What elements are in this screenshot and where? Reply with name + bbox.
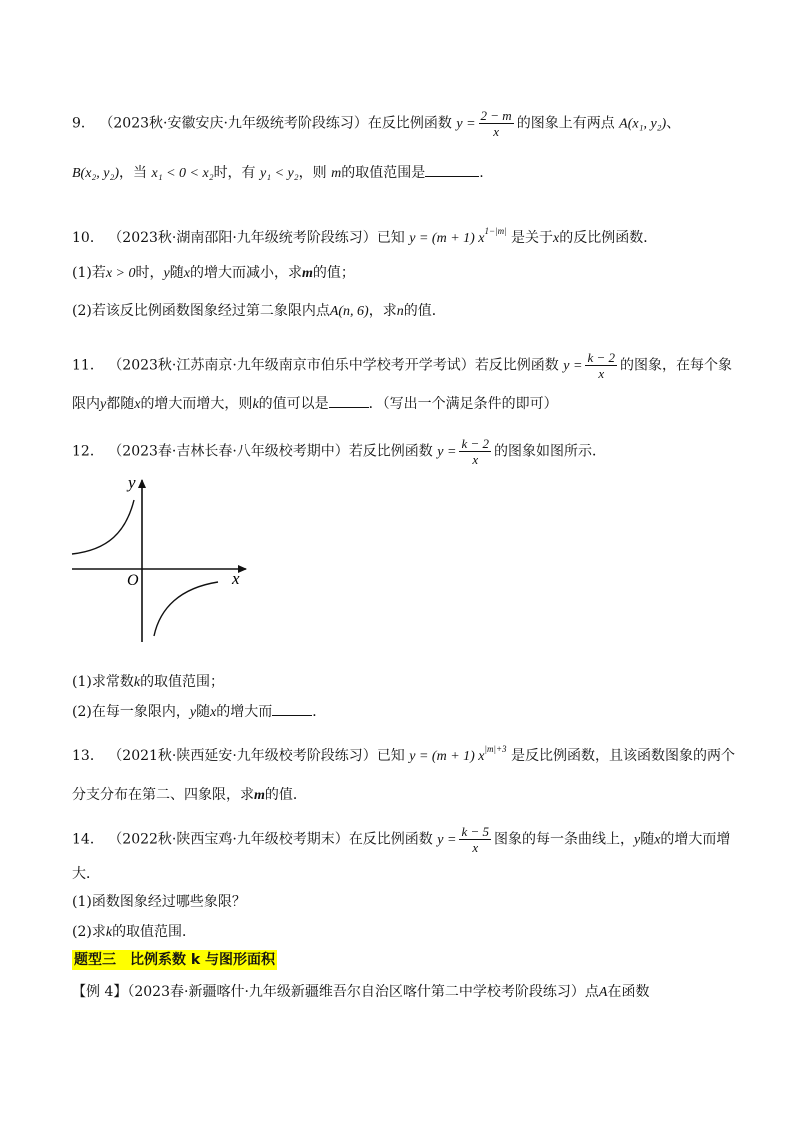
q11-x: x: [134, 397, 141, 412]
section-heading: 题型三 比例系数 k 与图形面积: [74, 952, 276, 968]
q9-line1: [72, 108, 732, 139]
q14-line2: [72, 864, 732, 884]
q11-y-eq: y =: [563, 358, 583, 374]
q12-part2: [72, 702, 732, 723]
q12-number: 12．: [72, 443, 104, 460]
q14-number: 14．: [72, 831, 104, 848]
q14-l2: 大．: [72, 866, 100, 882]
q12-line1: [72, 436, 732, 467]
q14-p2-b: 的取值范围．: [112, 924, 197, 940]
q10-p2-point: A(n, 6): [329, 304, 369, 319]
q9-denominator: x: [493, 124, 499, 139]
q14-p2-k: k: [105, 925, 113, 940]
q11-l2e: ．（写出一个满足条件的即可）: [368, 396, 558, 412]
q14-text4: 的增大而增: [660, 831, 731, 848]
q11-fraction: [585, 350, 617, 381]
q12-p2-y: y: [189, 705, 197, 720]
q10-p1-a: (1)若: [72, 265, 106, 281]
q11-y: y: [100, 397, 107, 412]
q12-source: （2023春·吉林长春·八年级校考期中）: [108, 443, 349, 460]
q10-number: 10．: [72, 230, 104, 246]
q10-function-base: y = (m + 1) x: [409, 231, 485, 246]
q14-line1: [72, 824, 732, 855]
q9-point-a: A(x₁, y₂): [619, 116, 667, 132]
q10-p1-e: 的值；: [312, 265, 355, 281]
q10-function: [409, 226, 507, 246]
x-axis-label: x: [232, 569, 240, 588]
q12-p2-b: 随: [196, 704, 211, 720]
example4-label: 【例 4】: [72, 984, 128, 1000]
hyperbola-branch-upper-left: [72, 500, 134, 554]
q14-p2-a: (2)求: [72, 924, 106, 940]
q12-p1-b: 的取值范围；: [140, 674, 225, 690]
q12-part1: [72, 672, 732, 693]
q11-number: 11．: [72, 357, 104, 374]
q10-line1: [72, 221, 732, 249]
q10-text3: 的反比例函数．: [559, 230, 658, 246]
q14-part1: [72, 892, 732, 912]
q12-p2-a: (2)在每一象限内，: [72, 704, 190, 720]
q9-text2: 的图象上有两点: [516, 115, 615, 132]
q12-fraction: [459, 436, 491, 467]
q14-fraction: [459, 824, 491, 855]
q9-answer-blank: [425, 164, 479, 177]
q9-end: .: [479, 165, 484, 181]
q9-text5: ，则: [298, 165, 327, 181]
q10-text: 已知: [376, 230, 405, 246]
q10-p2-a: (2)若该反比例函数图象经过第二象限内点: [72, 303, 330, 319]
q12-denominator: x: [472, 452, 479, 467]
q14-source: （2022秋·陕西宝鸡·九年级校考期末）: [108, 831, 349, 848]
q14-denominator: x: [472, 840, 479, 855]
q14-text: 在反比例函数: [348, 831, 433, 848]
q12-p2-d: ．: [312, 704, 327, 720]
q12-answer-blank: [272, 703, 312, 716]
q13-text: 已知: [376, 748, 405, 764]
q12-p2-x: x: [210, 705, 217, 720]
q11-l2a: 限内: [72, 396, 100, 412]
q9-condition-x: x₁ < 0 < x₂: [151, 166, 214, 181]
q9-text3: ，当: [119, 165, 148, 181]
q9-text: 在反比例函数: [367, 115, 452, 132]
q11-source: （2023秋·江苏南京·九年级南京市伯乐中学校考开学考试）: [108, 357, 475, 374]
q10-p2-n: n: [396, 304, 404, 319]
q10-x: x: [553, 231, 560, 246]
origin-label: O: [127, 572, 139, 589]
q12-hyperbola-graph: [68, 472, 258, 652]
q11-numerator: k − 2: [587, 350, 615, 365]
q9-m: m: [331, 166, 342, 181]
q12-text: 若反比例函数: [348, 443, 433, 460]
q13-function-base: y = (m + 1) x: [409, 749, 485, 764]
q12-p2-c: 的增大而: [216, 704, 273, 720]
q11-text: 若反比例函数: [474, 357, 559, 374]
q9-source: （2023秋·安徽安庆·九年级统考阶段练习）: [99, 115, 368, 132]
q12-p1-k: k: [133, 675, 141, 690]
q13-l2b: 的值．: [264, 787, 307, 803]
q9-y-eq: y =: [456, 116, 476, 132]
q9-text4: 时，有: [213, 165, 256, 181]
q12-p1-a: (1)求常数: [72, 674, 134, 690]
y-axis-label: y: [128, 473, 136, 492]
q14-numerator: k − 5: [461, 824, 489, 839]
q11-l2d: 的值可以是: [258, 396, 329, 412]
q14-text3: 随: [640, 831, 655, 848]
q11-l2c: 的增大而增大，则: [140, 396, 253, 412]
q14-x: x: [654, 832, 661, 848]
q11-k: k: [252, 397, 259, 412]
q12-y-eq: y =: [437, 444, 457, 460]
q10-p1-d: 的增大而减小，求: [189, 265, 302, 281]
q11-text2: 的图象，在每个象: [619, 357, 732, 374]
q13-source: （2021秋·陕西延安·九年级校考阶段练习）: [108, 748, 377, 764]
q14-y: y: [633, 832, 641, 848]
q9-fraction: [479, 108, 514, 139]
q10-p2-c: 的值．: [403, 303, 446, 319]
example4-source: （2023春·新疆喀什·九年级新疆维吾尔自治区喀什第二中学校考阶段练习）: [127, 984, 585, 1000]
q9-condition-y: y₁ < y₂: [260, 166, 299, 181]
q9-numerator: 2 − m: [480, 108, 512, 123]
example4-text: 点: [584, 984, 599, 1000]
q10-part1: [72, 263, 732, 284]
q11-l2b: 都随: [106, 396, 135, 412]
q10-p1-y: y: [163, 266, 170, 281]
q9-number: 9．: [72, 115, 95, 132]
q13-l2a: 分支分布在第二、四象限，求: [72, 787, 254, 803]
q11-denominator: x: [598, 366, 605, 381]
q9-sep: 、: [666, 115, 681, 132]
q14-text2: 图象的每一条曲线上，: [493, 831, 634, 848]
q9-line2: [72, 163, 732, 184]
q11-line2: [72, 394, 732, 415]
q13-m: m: [254, 788, 265, 803]
example4-text2: 在函数: [607, 984, 650, 1000]
q11-answer-blank: [329, 395, 369, 408]
q10-p1-b: 时，: [135, 265, 164, 281]
q14-p1: (1)函数图象经过哪些象限？: [72, 894, 246, 910]
q9-point-b: B(x₂, y₂): [72, 166, 120, 181]
example4-line1: [72, 982, 732, 1003]
q10-part2: [72, 301, 732, 322]
q13-exponent: |m|+3: [484, 744, 507, 754]
q11-line1: [72, 350, 732, 381]
q12-text2: 的图象如图所示．: [493, 443, 606, 460]
q10-p1-c: 随: [169, 265, 184, 281]
q13-text2: 是反比例函数，且该函数图象的两个: [511, 748, 736, 764]
hyperbola-branch-lower-right: [154, 582, 218, 636]
q10-p1-m: m: [301, 266, 313, 281]
q12-numerator: k − 2: [461, 436, 489, 451]
q10-p2-b: ，求: [368, 303, 397, 319]
q13-number: 13．: [72, 748, 104, 764]
q13-function: [409, 744, 507, 764]
q10-exponent: 1−|m|: [484, 226, 507, 236]
q10-p1-condition: x > 0: [105, 266, 136, 281]
q14-y-eq: y =: [437, 832, 457, 848]
q10-p1-x: x: [183, 266, 190, 281]
q13-line2: [72, 785, 732, 806]
q13-line1: [72, 739, 736, 767]
q10-text2: 是关于: [511, 230, 554, 246]
example4-point-a: A: [598, 985, 608, 1000]
q10-source: （2023秋·湖南邵阳·九年级统考阶段练习）: [108, 230, 377, 246]
q9-text6: 的取值范围是: [341, 165, 426, 181]
q14-part2: [72, 922, 732, 943]
